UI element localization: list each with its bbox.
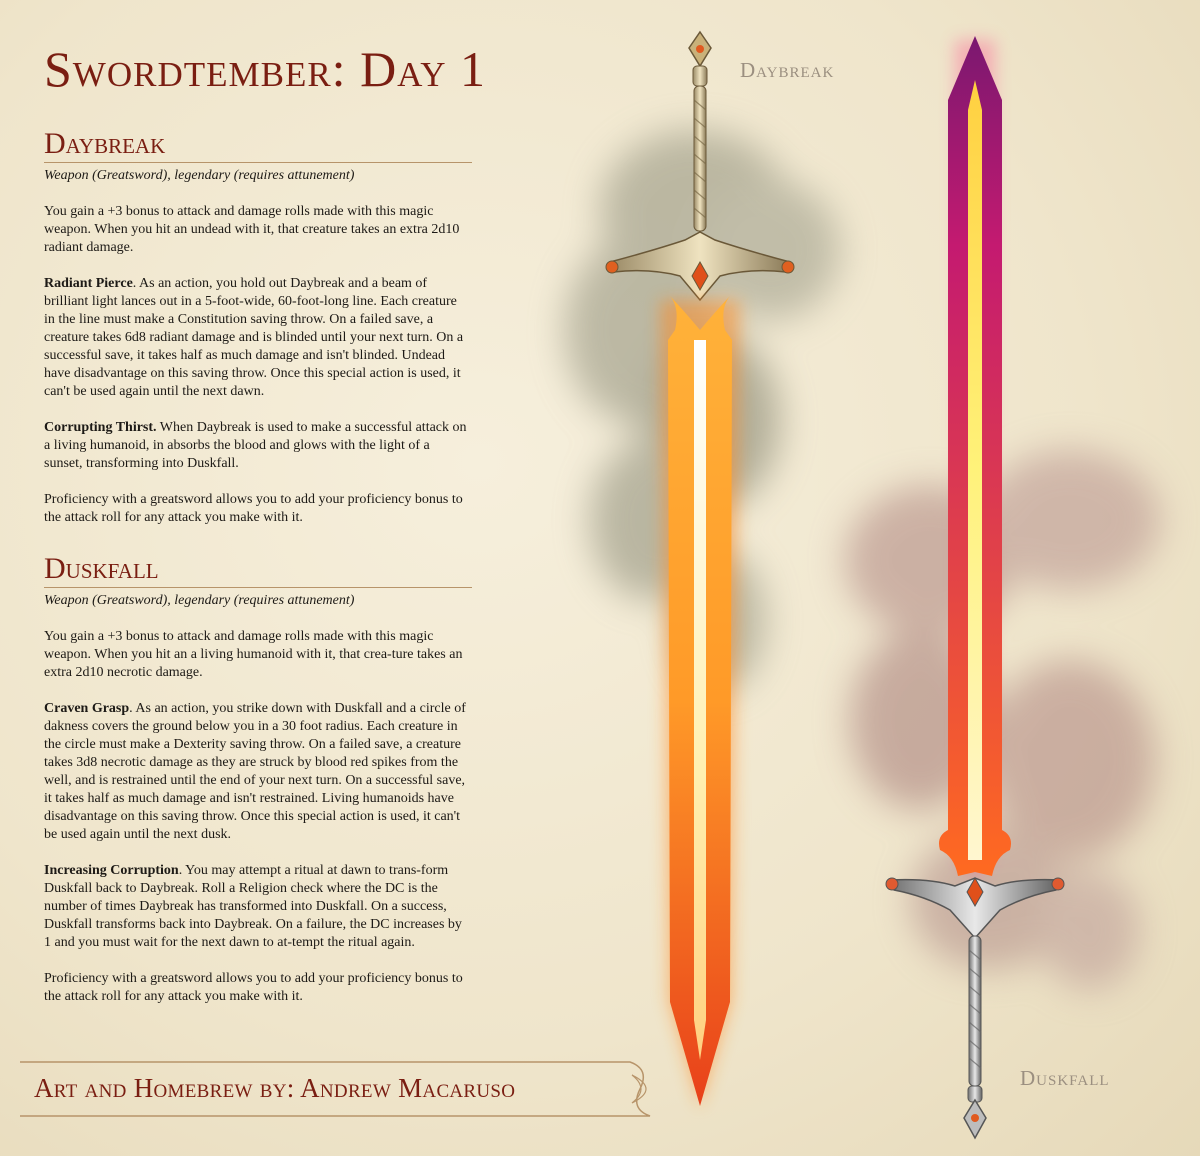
- duskfall-feature-craven-grasp: [44, 700, 470, 844]
- daybreak-art-label: Daybreak: [740, 58, 835, 82]
- feature-name: Increasing Corruption: [44, 862, 179, 878]
- feature-text: When Daybreak is used to make a successful attack on a living humanoid, in absorbs the blood and glows with the light of a sunset, transforming into Duskfall.: [44, 419, 467, 471]
- daybreak-intro: You gain a +3 bonus to attack and damage rolls made with this magic weapon. When you hit an undead with it, that creature takes an extra 2d10 radiant damage.: [44, 203, 460, 255]
- duskfall-feature-increasing-corruption: [44, 862, 470, 952]
- page-title: Swordtember: Day 1: [44, 41, 487, 97]
- feature-name: Radiant Pierce: [44, 275, 133, 291]
- sword-artwork: [470, 0, 1200, 1156]
- duskfall-proficiency: Proficiency with a greatsword allows you to add your proficiency bonus to the attack roll for any attack you make with it.: [44, 970, 463, 1004]
- duskfall-heading: Duskfall: [44, 553, 472, 588]
- daybreak-type: Weapon (Greatsword), legendary (requires attunement): [44, 167, 355, 183]
- daybreak-entry: [44, 128, 472, 527]
- feature-text: . As an action, you strike down with Duskfall and a circle of dakness covers the ground below you in a 30 foot radius. Each creature in the circle must make a Dexterity saving throw. On a failed save, a creature takes 3d8 necrotic damage as they are struck by blood red spikes from the well, and is restrained until the end of your next turn. On a successful save, it takes half as much damage and isn't restrained. Living humanoids have disadvantage on this saving throw. Once this special action is used, it can't be used again until the next dusk.: [44, 700, 466, 842]
- feature-text: . As an action, you hold out Daybreak and a beam of brilliant light lances out in a 5-foot-wide, 60-foot-long line. Each creature in the line must make a Constitution saving throw. On a failed save, a creature takes 6d8 radiant damage and is blinded until your next turn. On a successful save, it takes half as much damage and isn't blinded. Undead have disadvantage on this saving throw. Once this special action is used, it can't be used again until the next dawn.: [44, 275, 464, 399]
- daybreak-feature-corrupting-thirst: [44, 419, 470, 473]
- feature-text: . You may attempt a ritual at dawn to trans-form Duskfall back to Daybreak. Roll a Religion check where the DC is the number of times Daybreak has transformed into Duskfall. On a success, Duskfall transforms back into Daybreak. On a failure, the DC increases by 1 and you must wait for the next dawn to at-tempt the ritual again.: [44, 862, 462, 950]
- feature-name: Corrupting Thirst.: [44, 419, 157, 435]
- daybreak-feature-radiant-pierce: [44, 275, 470, 401]
- duskfall-entry: [44, 553, 472, 1006]
- daybreak-heading: Daybreak: [44, 128, 472, 163]
- duskfall-intro: You gain a +3 bonus to attack and damage rolls made with this magic weapon. When you hit an a living humanoid with it, that crea-ture takes an extra 2d10 necrotic damage.: [44, 628, 463, 680]
- credit-text: Art and Homebrew by: Andrew Macaruso: [34, 1073, 516, 1103]
- duskfall-art-label: Duskfall: [1020, 1066, 1110, 1090]
- duskfall-type: Weapon (Greatsword), legendary (requires attunement): [44, 592, 355, 608]
- daybreak-proficiency: Proficiency with a greatsword allows you to add your proficiency bonus to the attack roll for any attack you make with it.: [44, 491, 463, 525]
- feature-name: Craven Grasp: [44, 700, 130, 716]
